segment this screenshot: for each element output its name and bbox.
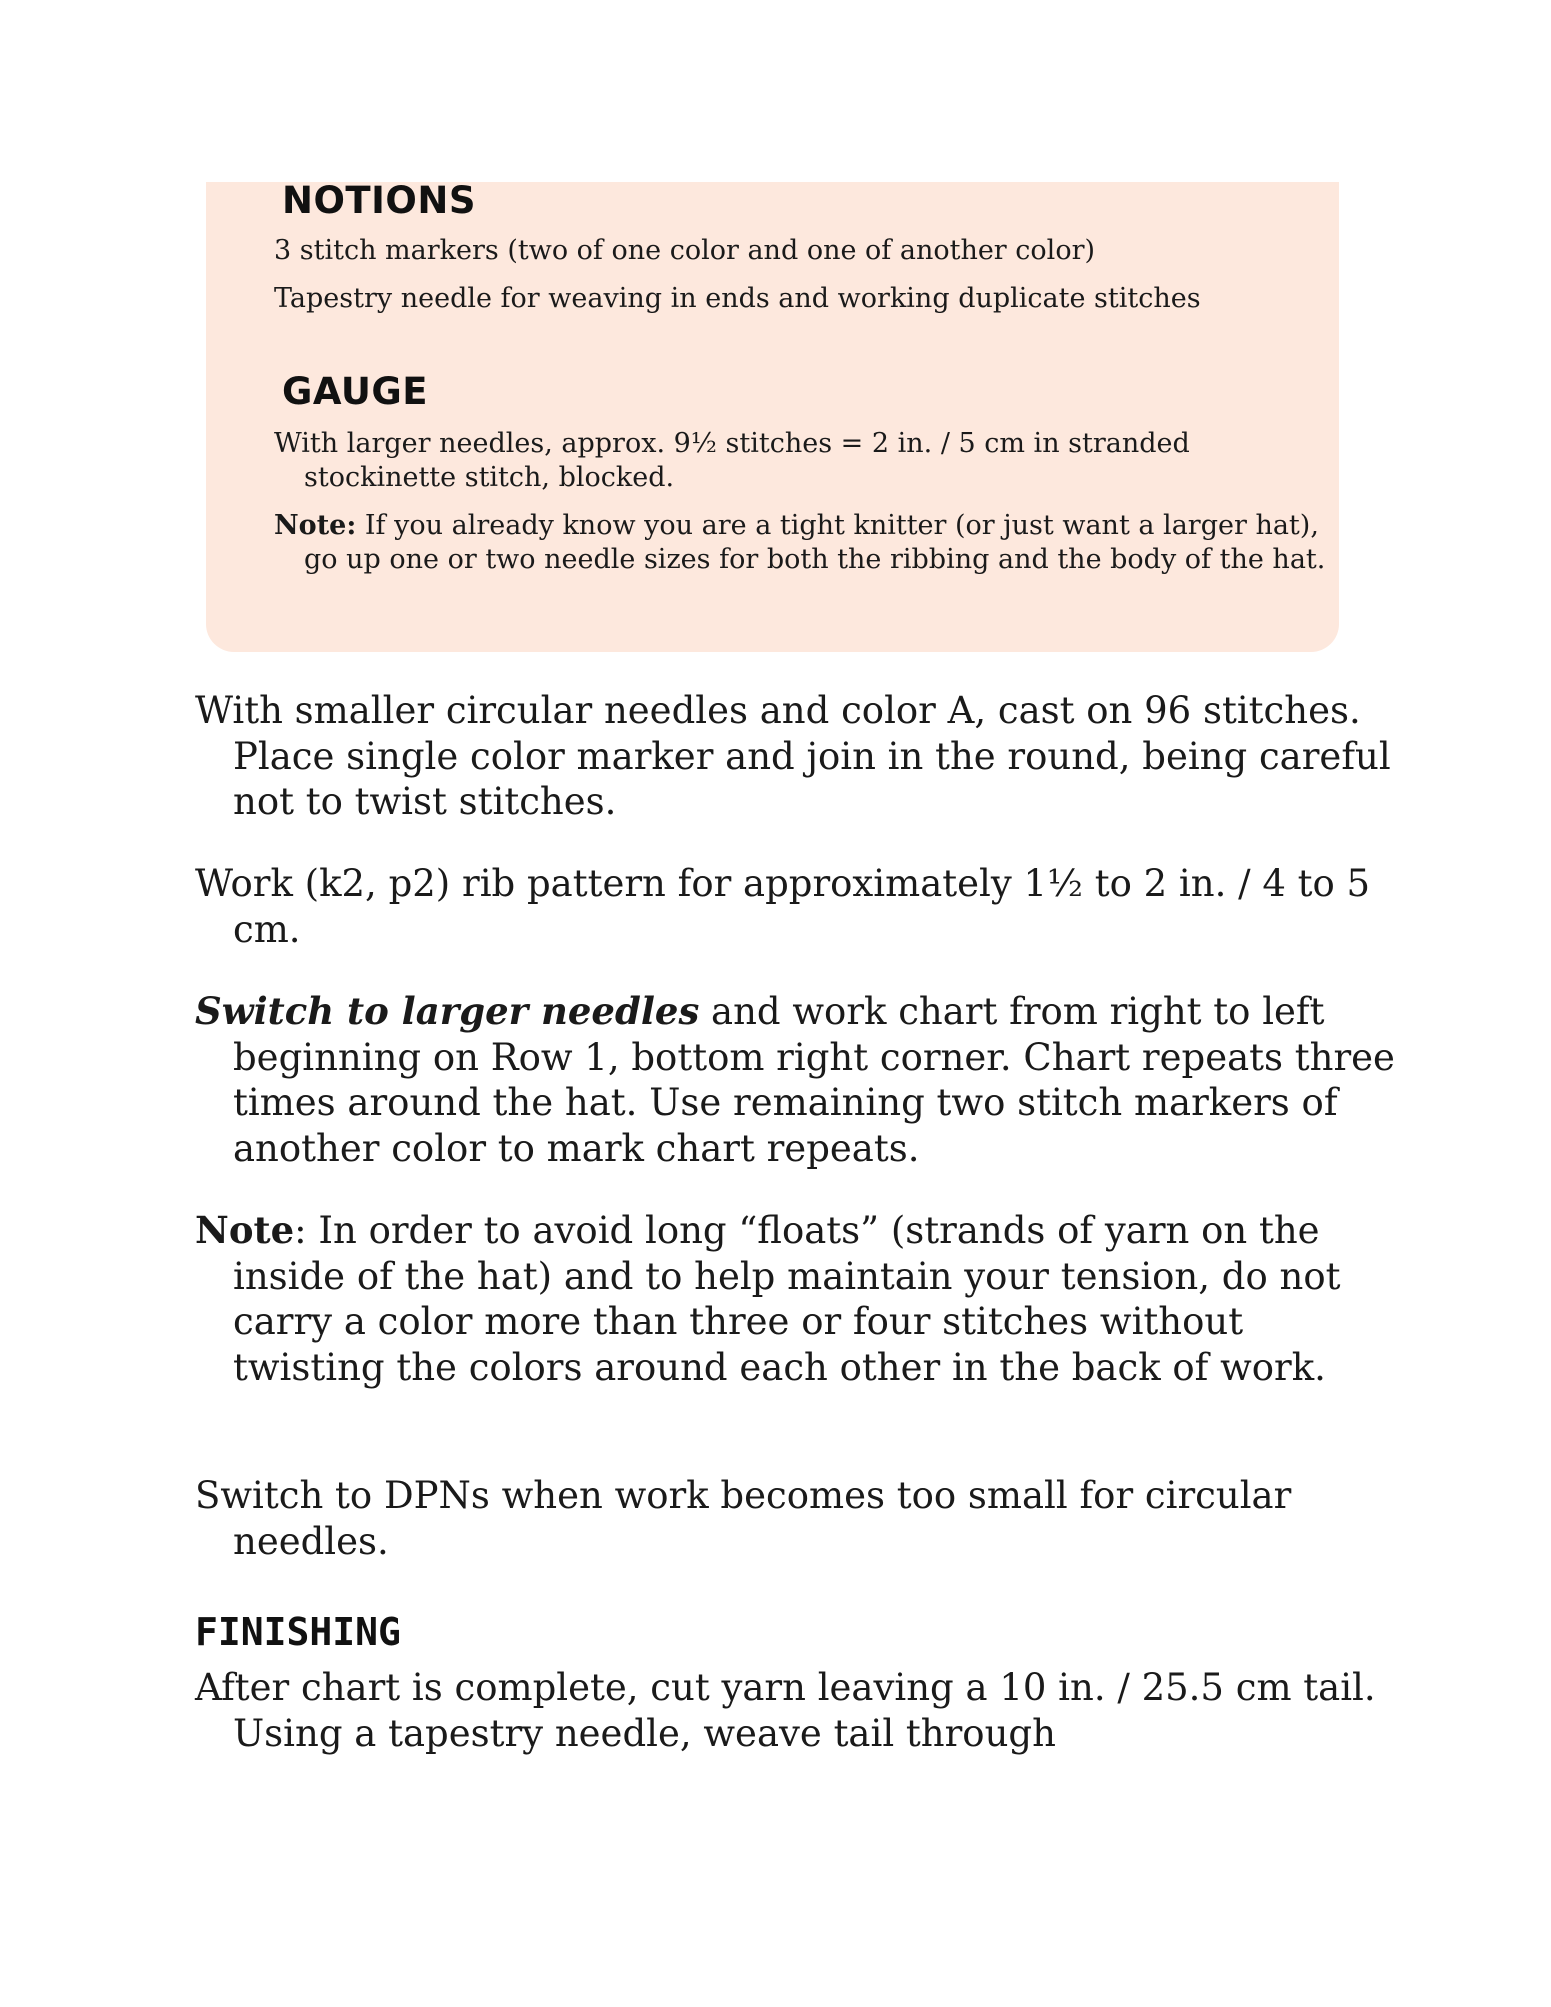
gauge-heading: GAUGE — [282, 370, 429, 413]
notions-gauge-box — [206, 179, 1339, 652]
cast-on-paragraph: With smaller circular needles and color A, cast on 96 stitches. Place single color marker and join in the round, being careful not to twist stitches. — [195, 689, 1391, 823]
notions-item: 3 stitch markers (two of one color and one of another color) — [274, 235, 1096, 266]
gauge-text: With larger needles, approx. 9½ stitches = 2 in. / 5 cm in stranded stockinette stitch, blocked. — [274, 428, 1190, 493]
dpns-paragraph: Switch to DPNs when work becomes too small for circular needles. — [195, 1474, 1292, 1563]
finishing-paragraph: After chart is complete, cut yarn leaving a 10 in. / 25.5 cm tail. Using a tapestry needle, weave tail through — [195, 1666, 1376, 1755]
switch-needles-lead: Switch to larger needles — [195, 989, 700, 1033]
floats-note-paragraph — [195, 1208, 1403, 1390]
gauge-note-label: Note: — [274, 510, 357, 541]
finishing-heading: FINISHING — [195, 1610, 401, 1654]
rib-paragraph: Work (k2, p2) rib pattern for approximately 1½ to 2 in. / 4 to 5 cm. — [195, 862, 1371, 951]
floats-note-label: Note — [195, 1208, 295, 1252]
gauge-note-text: If you already know you are a tight knitter (or just want a larger hat), go up one or two needle sizes for both the ribbing and the body of the hat. — [304, 510, 1326, 575]
floats-note-text: : In order to avoid long “floats” (strands of yarn on the inside of the hat) and to help maintain your tension, do not carry a color more than three or four stitches without twisting the colors around each other in the back of work. — [233, 1209, 1341, 1389]
switch-needles-paragraph — [195, 989, 1403, 1171]
notions-item: Tapestry needle for weaving in ends and working duplicate stitches — [274, 283, 1201, 314]
notions-heading: NOTIONS — [282, 179, 476, 222]
gauge-note — [274, 509, 1334, 577]
switch-needles-text: and work chart from right to left beginning on Row 1, bottom right corner. Chart repeats three times around the hat. Use remaining two stitch markers of another color to mark chart repeats. — [233, 990, 1395, 1170]
